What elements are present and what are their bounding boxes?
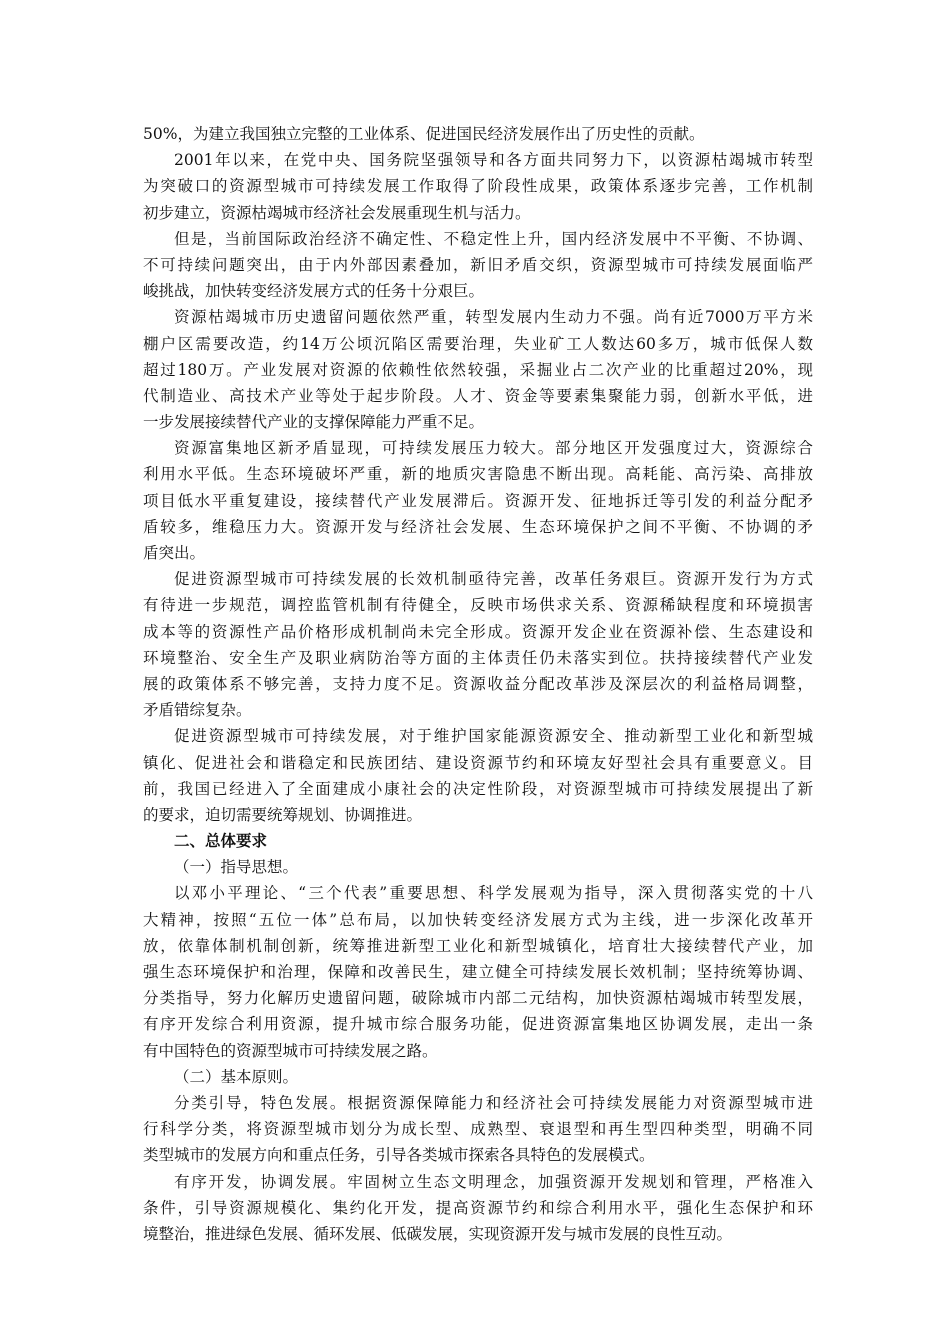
text-line: 有序开发综合利用资源，提升城市综合服务功能，促进资源富集地区协调发展，走出一条 <box>143 1015 813 1034</box>
document-page <box>143 121 813 1247</box>
text-line: 利用水平低。生态环境破坏严重，新的地质灾害隐患不断出现。高耗能、高污染、高排放 <box>143 465 813 484</box>
text-line: 行科学分类，将资源型城市划分为成长型、成熟型、衰退型和再生型四种类型，明确不同 <box>143 1120 813 1139</box>
text-line: 的要求，迫切需要统筹规划、协调推进。 <box>143 805 423 824</box>
text-line: 矛盾错综复杂。 <box>143 701 252 720</box>
text-line: 环境整治、安全生产及职业病防治等方面的主体责任仍未落实到位。扶持接续替代产业发 <box>143 648 813 667</box>
text-line: 不可持续问题突出，由于内外部因素叠加，新旧矛盾交织，资源型城市可持续发展面临严 <box>143 255 813 274</box>
text-line: 分类指导，努力化解历史遗留问题，破除城市内部二元结构，加快资源枯竭城市转型发展， <box>143 989 813 1008</box>
text-line: 有中国特色的资源型城市可持续发展之路。 <box>143 1041 438 1060</box>
section-heading: 二、总体要求 <box>174 831 268 851</box>
text-line: 2001年以来，在党中央、国务院坚强领导和各方面共同努力下，以资源枯竭城市转型 <box>174 151 813 170</box>
text-line: 峻挑战，加快转变经济发展方式的任务十分艰巨。 <box>143 282 485 301</box>
text-line: 为突破口的资源型城市可持续发展工作取得了阶段性成果，政策体系逐步完善，工作机制 <box>143 177 813 196</box>
text-line: 以邓小平理论、“三个代表”重要思想、科学发展观为指导，深入贯彻落实党的十八 <box>174 884 813 903</box>
text-line: 大精神，按照“五位一体”总布局，以加快转变经济发展方式为主线，进一步深化改革开 <box>143 910 813 929</box>
text-line: 棚户区需要改造，约14万公顷沉陷区需要治理，失业矿工人数达60多万，城市低保人数 <box>143 334 813 353</box>
text-line: 一步发展接续替代产业的支撑保障能力严重不足。 <box>143 413 485 432</box>
text-line: 促进资源型城市可持续发展的长效机制亟待完善，改革任务艰巨。资源开发行为方式 <box>174 570 813 589</box>
text-line: 超过180万。产业发展对资源的依赖性依然较强，采掘业占二次产业的比重超过20%，现 <box>143 360 813 379</box>
text-line: （一）指导思想。 <box>174 858 299 877</box>
text-line: 类型城市的发展方向和重点任务，引导各类城市探索各具特色的发展模式。 <box>143 1146 655 1165</box>
text-line: 境整治，推进绿色发展、循环发展、低碳发展，实现资源开发与城市发展的良性互动。 <box>143 1224 733 1243</box>
text-line: （二）基本原则。 <box>174 1067 299 1086</box>
text-line: 放，依靠体制机制创新，统筹推进新型工业化和新型城镇化，培育壮大接续替代产业，加 <box>143 936 813 955</box>
text-line: 50%，为建立我国独立完整的工业体系、促进国民经济发展作出了历史性的贡献。 <box>143 125 705 143</box>
text-line: 资源富集地区新矛盾显现，可持续发展压力较大。部分地区开发强度过大，资源综合 <box>174 439 813 458</box>
text-line: 分类引导，特色发展。根据资源保障能力和经济社会可持续发展能力对资源型城市进 <box>174 1093 813 1112</box>
text-line: 项目低水平重复建设，接续替代产业发展滞后。资源开发、征地拆迁等引发的利益分配矛 <box>143 491 813 510</box>
text-line: 有序开发，协调发展。牢固树立生态文明理念，加强资源开发规划和管理，严格准入 <box>174 1172 813 1191</box>
text-line: 成本等的资源性产品价格形成机制尚未完全形成。资源开发企业在资源补偿、生态建设和 <box>143 622 813 641</box>
text-line: 展的政策体系不够完善，支持力度不足。资源收益分配改革涉及深层次的利益格局调整， <box>143 674 813 693</box>
text-line: 盾突出。 <box>143 544 206 562</box>
text-line: 促进资源型城市可持续发展，对于维护国家能源资源安全、推动新型工业化和新型城 <box>174 727 813 746</box>
text-line: 盾较多，维稳压力大。资源开发与经济社会发展、生态环境保护之间不平衡、不协调的矛 <box>143 517 813 536</box>
text-line: 初步建立，资源枯竭城市经济社会发展重现生机与活力。 <box>143 203 531 222</box>
text-line: 强生态环境保护和治理，保障和改善民生，建立健全可持续发展长效机制；坚持统筹协调、 <box>143 963 813 981</box>
text-line: 前，我国已经进入了全面建成小康社会的决定性阶段，对资源型城市可持续发展提出了新 <box>143 779 813 798</box>
text-line: 有待进一步规范，调控监管机制有待健全，反映市场供求关系、资源稀缺程度和环境损害 <box>143 596 813 615</box>
text-line: 代制造业、高技术产业等处于起步阶段。人才、资金等要素集聚能力弱，创新水平低，进 <box>143 386 813 405</box>
text-line: 条件，引导资源规模化、集约化开发，提高资源节约和综合利用水平，强化生态保护和环 <box>143 1198 813 1217</box>
text-line: 但是，当前国际政治经济不确定性、不稳定性上升，国内经济发展中不平衡、不协调、 <box>174 229 813 248</box>
text-line: 镇化、促进社会和谐稳定和民族团结、建设资源节约和环境友好型社会具有重要意义。目 <box>143 753 813 772</box>
text-line: 资源枯竭城市历史遗留问题依然严重，转型发展内生动力不强。尚有近7000万平方米 <box>174 308 813 327</box>
